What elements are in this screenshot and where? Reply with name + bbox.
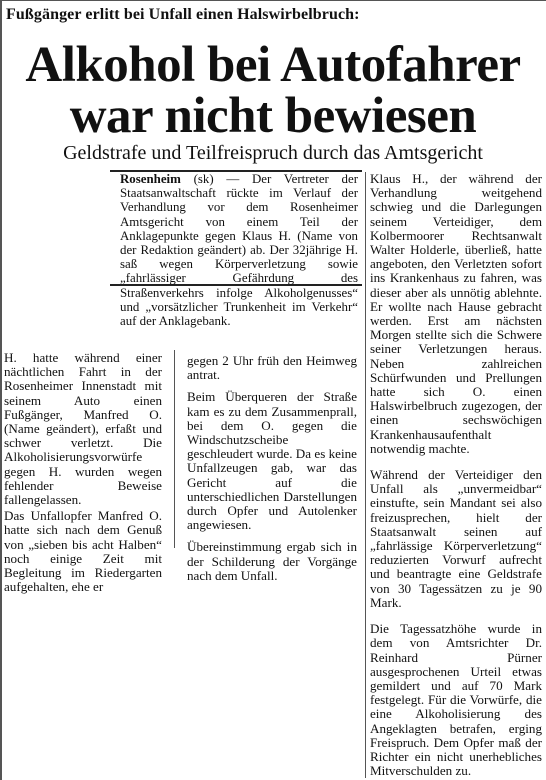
dateline: Rosenheim [120,172,181,186]
kicker: Fußgänger erlitt bei Unfall einen Halswirbelbruch: [6,6,360,23]
headline-line-1: Alkohol bei Autofahrer [25,37,521,93]
column-2-paragraph-1: gegen 2 Uhr früh den Heimweg antrat. [187,353,357,383]
column-3-paragraph-3: Die Tagessatzhöhe wurde in dem von Amtsrichter Dr. Reinhard Pürner ausgesprochenen Urteil etwas gemildert und auf 70 Mark festgelegt. Für die Vorwürfe, die eine Alkoholisierung des Angeklagten betrafen, erging Freispruch. Dem Opfer maß der Richter ein nicht unerhebliches Mitverschulden zu. [370,621,542,779]
column-divider-2 [365,172,366,778]
subheadline: Geldstrafe und Teilfreispruch durch das Amtsgericht [63,142,483,164]
column-3-paragraph-2: Während der Verteidiger den Unfall als „unvermeidbar“ einstufte, sein Mandant sei also freizusprechen, hielt der Staatsanwalt seinen auf „fahrlässige Körperverletzung“ reduzierten Vorwurf aufrecht und beantragte eine Geldstrafe von 30 Tagessätzen zu je 90 Mark. [370,467,542,610]
column-1-paragraph-2: Das Unfallopfer Manfred O. hatte sich nach dem Genuß von „sieben bis acht Halben“ noch einige Zeit mit Begleitung im Riedergarten aufgehalten, ehe er [4,508,162,595]
column-3 [370,172,542,778]
column-1 [4,351,162,594]
column-divider-1 [174,350,175,548]
column-1-paragraph-1: H. hatte während einer nächtlichen Fahrt in der Rosenheimer Innenstadt mit seinem Auto einen Fußgänger, Manfred O. (Name geändert), erfaßt und schwer verletzt. Die Alkoholisierungsvorwürfe gegen H. wurden wegen fehlender Beweise fallengelassen. [4,350,162,508]
column-2-paragraph-3: Übereinstimmung ergab sich in der Schilderung der Vorgänge nach dem Unfall. [187,539,357,583]
lead-paragraph [120,172,358,328]
column-2-paragraph-2: Beim Überqueren der Straße kam es zu dem Zusammenprall, bei dem O. gegen die Windschutzscheibe geschleudert wurde. Da es keine Unfallzeugen gab, war das Gericht auf die unterschiedlichen Darstellungen durch Opfer und Autolenker angewiesen. [187,389,357,533]
column-2 [187,354,357,583]
column-3-paragraph-1: Klaus H., der während der Verhandlung weitgehend schwieg und die Darlegungen seinem Verteidiger, dem Kolbermoorer Rechtsanwalt Walter Holderle, überließ, hatte angeboten, den Verletzten sofort ins Krankenhaus zu fahren, was dieser aber als unnötig ablehnte. Er wollte nach Hause gebracht werden. Erst am nächsten Morgen stellte sich die Schwere seiner Verletzungen heraus. Neben zahlreichen Schürfwunden und Prellungen hatte sich O. einen Halswirbelbruch zugezogen, der einen sechswöchigen Krankenhausaufenthalt notwendig machte. [370,171,542,456]
lead-text: (sk) — Der Vertreter der Staatsanwaltschaft rückte im Verlauf der Verhandlung vor dem Rosenheimer Amtsgericht von einem Teil der Anklagepunkte gegen Klaus H. (Name von der Redaktion geändert) ab. Der 32jährige H. saß wegen Körperverletzung sowie „fahrlässiger Gefährdung des Straßenverkehrs infolge Alkoholgenusses“ und „vorsätzlicher Trunkenheit im Verkehr“ auf der Anklagebank. [120,172,358,329]
headline-line-2: war nicht bewiesen [69,88,477,144]
top-border [0,0,546,1]
